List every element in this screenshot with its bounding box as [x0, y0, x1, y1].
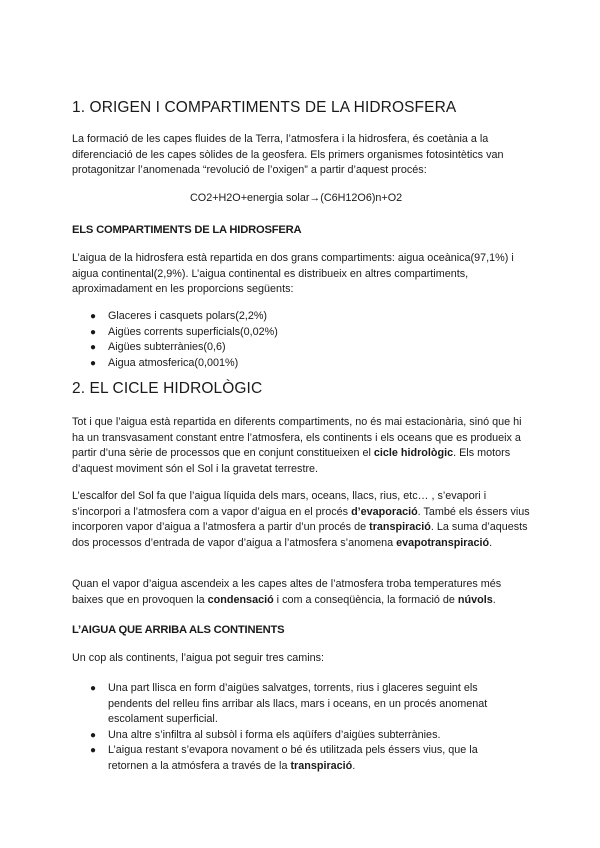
cycle-paragraph-1: Tot i que l’aigua està repartida en diferents compartiments, no és mai estacionària, sinó que hi ha un transvasament constant entre l’atmosfera, els continents i els oceans que es produeix a partir d’una sèrie de processos que en conjunt constitueixen el cicle hidrològic. Els motors d’aquest moviment són el Sol i la gravetat terrestre.	[72, 416, 522, 475]
bullet-icon: ●	[90, 311, 97, 322]
bullet-icon: ●	[90, 745, 97, 757]
continents-intro: Un cop als continents, l’aigua pot seguir tres camins:	[72, 652, 325, 664]
bullet-icon: ●	[90, 683, 97, 694]
bullet-icon: ●	[90, 729, 97, 741]
intro-paragraph: La formació de les capes fluides de la Terra, l’atmosfera i la hidrosfera, és coetània a la diferenciació de les capes sòlides de la geosfera. Els primers organismes fotosintètics van protagonitzar l’anomenada “revolució de l’oxigen” a partir d’aquest procés:	[72, 133, 504, 177]
cycle-paragraph-2: L’escalfor del Sol fa que l’aigua líquida dels mars, oceans, llacs, rius, etc… , s’evapori i s’incorpori a l’atmosfera com a vapor d’aigua en el procés d’evaporació. També els éssers vius incorporen vapor d’aigua a l’atmosfera a partir d’un procés de transpiració. La suma d’aquests dos processos d’entrada de vapor d’aigua a l’atmosfera s’anomena evapotranspiració.	[72, 490, 530, 549]
compartments-heading: ELS COMPARTIMENTS DE LA HIDROSFERA	[72, 224, 302, 236]
section-title-cicle: 2. EL CICLE HIDROLÒGIC	[72, 380, 263, 397]
bullet-icon: ●	[90, 357, 97, 369]
list-item: ● Una part llisca en form d’aigües salvatges, torrents, rius i glaceres seguint els pendents del relleu fins arribar als llacs, mars i oceans, en un procés anomenat escolament superficial.	[90, 682, 488, 726]
bullet-icon: ●	[90, 326, 97, 338]
continents-list	[72, 681, 502, 775]
continents-heading: L’AIGUA QUE ARRIBA ALS CONTINENTS	[72, 624, 285, 636]
list-item: ● Aigua atmosferica(0,001%)	[72, 356, 502, 372]
cycle-paragraph-3: Quan el vapor d’aigua ascendeix a les capes altes de l’atmosfera troba temperatures més baixes que en provoquen la condensació i com a conseqüència, la formació de núvols.	[72, 578, 502, 606]
list-item: ● Glaceres i casquets polars(2,2%)	[72, 309, 502, 325]
section-title-origen: 1. ORIGEN I COMPARTIMENTS DE LA HIDROSFERA	[72, 99, 457, 116]
list-item: ● Una altre s’infiltra al subsòl i forma els aqüífers d’aigües subterrànies.	[72, 728, 502, 744]
list-item: ● Aigües corrents superficials(0,02%)	[72, 325, 502, 341]
list-item: ● L’aigua restant s’evapora novament o bé és utilitzada pels éssers vius, que la retornen a la atmósfera a través de la transpiració.	[90, 744, 478, 772]
compartments-paragraph: L’aigua de la hidrosfera està repartida en dos grans compartiments: aigua oceànica(97,1%) i aigua continental(2,9%). L’aigua continental es distribueix en altres compartiments, aproximadament en les proporcions següents:	[72, 252, 514, 296]
bullet-icon: ●	[90, 342, 97, 354]
compartments-list	[72, 309, 502, 371]
photosynthesis-formula: CO2+H2O+energia solar→(C6H12O6)n+O2	[190, 192, 403, 204]
list-item: ● Aigües subterrànies(0,6)	[72, 340, 502, 356]
